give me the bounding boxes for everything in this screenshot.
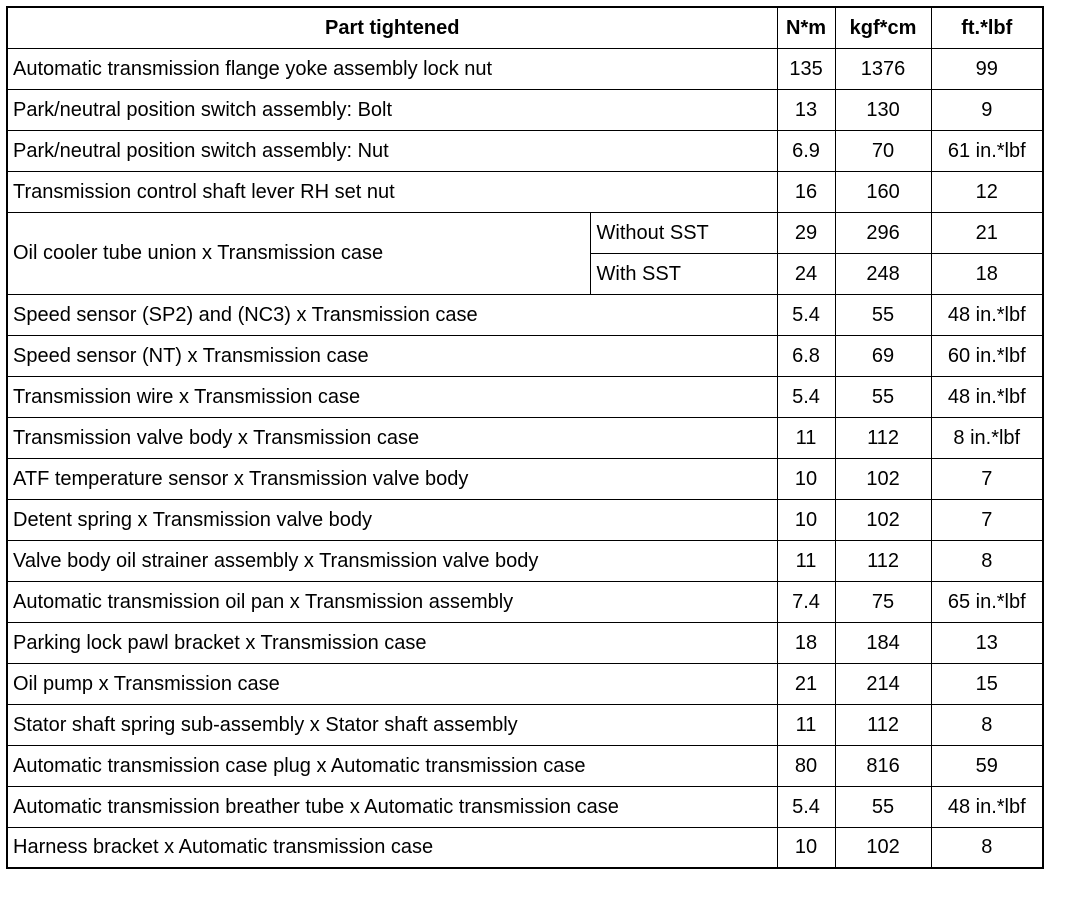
part-cell: Transmission control shaft lever RH set nut (7, 171, 777, 212)
nm-cell: 6.8 (777, 335, 835, 376)
header-part-tightened: Part tightened (7, 7, 777, 48)
part-cell: Automatic transmission breather tube x Automatic transmission case (7, 786, 777, 827)
part-cell: Parking lock pawl bracket x Transmission case (7, 622, 777, 663)
table-row (7, 663, 1043, 704)
header-kgf-cm: kgf*cm (835, 7, 931, 48)
nm-cell: 5.4 (777, 294, 835, 335)
table-row (7, 171, 1043, 212)
table-row (7, 540, 1043, 581)
table-row (7, 335, 1043, 376)
table-row (7, 827, 1043, 868)
header-ft-lbf: ft.*lbf (931, 7, 1043, 48)
ft-lbf-cell: 8 (931, 827, 1043, 868)
kgf-cell: 214 (835, 663, 931, 704)
table-row (7, 622, 1043, 663)
header-nm: N*m (777, 7, 835, 48)
ft-lbf-cell: 9 (931, 89, 1043, 130)
condition-cell: With SST (590, 253, 777, 294)
ft-lbf-cell: 48 in.*lbf (931, 376, 1043, 417)
table-row (7, 581, 1043, 622)
kgf-cell: 55 (835, 294, 931, 335)
kgf-cell: 69 (835, 335, 931, 376)
ft-lbf-cell: 21 (931, 212, 1043, 253)
nm-cell: 13 (777, 89, 835, 130)
kgf-cell: 296 (835, 212, 931, 253)
ft-lbf-cell: 60 in.*lbf (931, 335, 1043, 376)
nm-cell: 6.9 (777, 130, 835, 171)
header-row (7, 7, 1043, 48)
table-row (7, 212, 1043, 253)
kgf-cell: 70 (835, 130, 931, 171)
table-row (7, 89, 1043, 130)
part-cell: Speed sensor (SP2) and (NC3) x Transmission case (7, 294, 777, 335)
nm-cell: 11 (777, 704, 835, 745)
nm-cell: 5.4 (777, 786, 835, 827)
part-cell: Valve body oil strainer assembly x Transmission valve body (7, 540, 777, 581)
part-cell: Park/neutral position switch assembly: Bolt (7, 89, 777, 130)
ft-lbf-cell: 8 (931, 704, 1043, 745)
kgf-cell: 102 (835, 827, 931, 868)
kgf-cell: 130 (835, 89, 931, 130)
kgf-cell: 55 (835, 376, 931, 417)
part-cell: Stator shaft spring sub-assembly x Stator shaft assembly (7, 704, 777, 745)
kgf-cell: 112 (835, 540, 931, 581)
condition-cell: Without SST (590, 212, 777, 253)
nm-cell: 10 (777, 827, 835, 868)
table-row (7, 786, 1043, 827)
part-cell: Transmission valve body x Transmission case (7, 417, 777, 458)
ft-lbf-cell: 18 (931, 253, 1043, 294)
nm-cell: 135 (777, 48, 835, 89)
table-row (7, 294, 1043, 335)
kgf-cell: 75 (835, 581, 931, 622)
ft-lbf-cell: 8 (931, 540, 1043, 581)
part-cell: Automatic transmission flange yoke assembly lock nut (7, 48, 777, 89)
part-cell: Automatic transmission oil pan x Transmission assembly (7, 581, 777, 622)
part-cell: Speed sensor (NT) x Transmission case (7, 335, 777, 376)
kgf-cell: 112 (835, 704, 931, 745)
table-row (7, 48, 1043, 89)
table-row (7, 458, 1043, 499)
kgf-cell: 160 (835, 171, 931, 212)
ft-lbf-cell: 15 (931, 663, 1043, 704)
kgf-cell: 102 (835, 499, 931, 540)
nm-cell: 11 (777, 417, 835, 458)
table-row (7, 417, 1043, 458)
kgf-cell: 55 (835, 786, 931, 827)
nm-cell: 24 (777, 253, 835, 294)
part-cell: Oil cooler tube union x Transmission case (7, 212, 590, 294)
part-cell: Oil pump x Transmission case (7, 663, 777, 704)
kgf-cell: 184 (835, 622, 931, 663)
nm-cell: 7.4 (777, 581, 835, 622)
ft-lbf-cell: 65 in.*lbf (931, 581, 1043, 622)
kgf-cell: 102 (835, 458, 931, 499)
kgf-cell: 248 (835, 253, 931, 294)
ft-lbf-cell: 7 (931, 458, 1043, 499)
nm-cell: 10 (777, 458, 835, 499)
nm-cell: 10 (777, 499, 835, 540)
ft-lbf-cell: 48 in.*lbf (931, 786, 1043, 827)
ft-lbf-cell: 12 (931, 171, 1043, 212)
ft-lbf-cell: 59 (931, 745, 1043, 786)
nm-cell: 18 (777, 622, 835, 663)
part-cell: Detent spring x Transmission valve body (7, 499, 777, 540)
part-cell: ATF temperature sensor x Transmission valve body (7, 458, 777, 499)
table-row (7, 130, 1043, 171)
kgf-cell: 816 (835, 745, 931, 786)
ft-lbf-cell: 8 in.*lbf (931, 417, 1043, 458)
table-row (7, 499, 1043, 540)
part-cell: Automatic transmission case plug x Automatic transmission case (7, 745, 777, 786)
kgf-cell: 112 (835, 417, 931, 458)
nm-cell: 80 (777, 745, 835, 786)
ft-lbf-cell: 7 (931, 499, 1043, 540)
ft-lbf-cell: 13 (931, 622, 1043, 663)
kgf-cell: 1376 (835, 48, 931, 89)
table-row (7, 745, 1043, 786)
nm-cell: 21 (777, 663, 835, 704)
nm-cell: 5.4 (777, 376, 835, 417)
nm-cell: 11 (777, 540, 835, 581)
part-cell: Park/neutral position switch assembly: Nut (7, 130, 777, 171)
nm-cell: 29 (777, 212, 835, 253)
ft-lbf-cell: 99 (931, 48, 1043, 89)
ft-lbf-cell: 61 in.*lbf (931, 130, 1043, 171)
part-cell: Harness bracket x Automatic transmission case (7, 827, 777, 868)
table-row (7, 704, 1043, 745)
nm-cell: 16 (777, 171, 835, 212)
ft-lbf-cell: 48 in.*lbf (931, 294, 1043, 335)
part-cell: Transmission wire x Transmission case (7, 376, 777, 417)
table-row (7, 376, 1043, 417)
torque-spec-table (6, 6, 1044, 869)
